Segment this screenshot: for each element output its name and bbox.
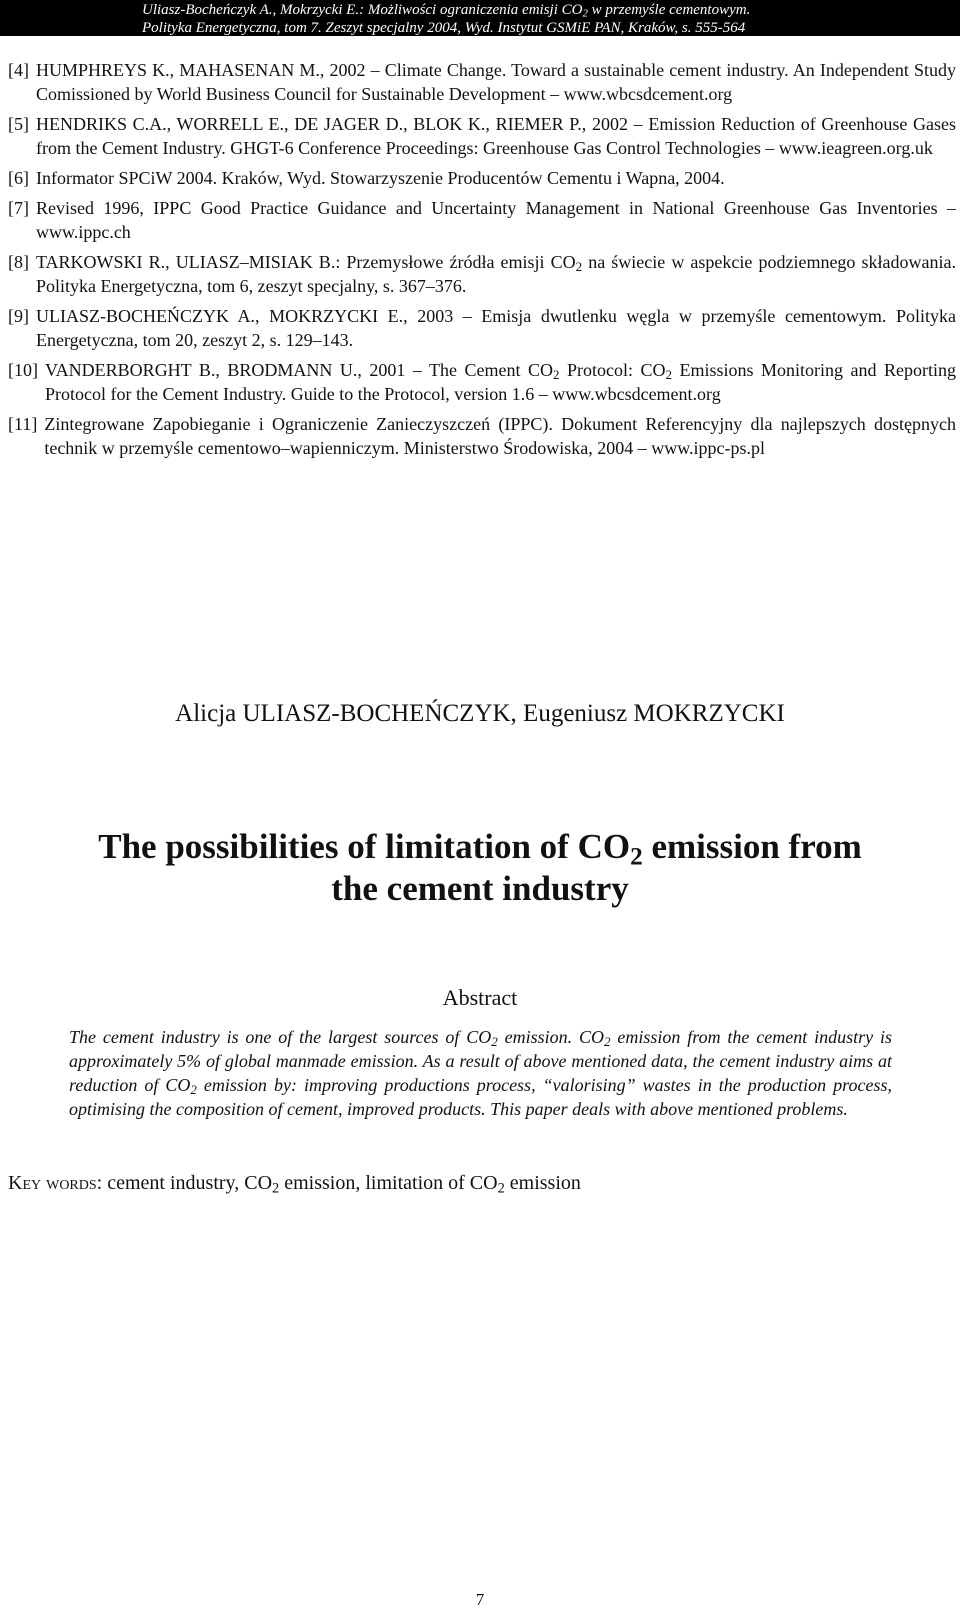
keywords-label: Key words: [8, 1172, 97, 1194]
reference-number: [8]: [8, 252, 29, 272]
reference-item: [8, 304, 956, 352]
abstract-body: The cement industry is one of the largest sources of $CO_2$ emission. $CO_2$ emission from the cement industry is approximately 5% of global manmade emission. As a result of above mentioned data, the cement industry aims at reduction of $CO_2$ emission by: improving productions process, “valorising” wastes in the production process, optimising the composition of cement, improved products. This paper deals with above mentioned problems.: [69, 1027, 892, 1119]
reference-text: HUMPHREYS K., MAHASENAN M., 2002 – Climate Change. Toward a sustainable cement industry. An Independent Study Comissioned by World Business Council for Sustainable Development – www.wbcsdcement.org: [36, 60, 956, 104]
reference-item: [8, 250, 956, 298]
abstract-heading: Abstract: [442, 985, 518, 1010]
reference-number: [10]: [8, 360, 38, 380]
page-number: 7: [475, 1590, 485, 1609]
paper-authors: Alicja ULIASZ-BOCHEŃCZYK, Eugeniusz MOKRZYCKI: [175, 700, 785, 727]
reference-item: [8, 358, 956, 406]
paper-title: [0, 826, 960, 910]
keywords-list: cement industry, $CO_2$ emission, limitation of $CO_2$ emission: [107, 1172, 581, 1197]
running-header-line-1: Uliasz-Bocheńczyk A., Mokrzycki E.: Możliwości ograniczenia emisji $CO_2$ w przemyśle cementowym.: [142, 2, 751, 20]
reference-item: [8, 112, 956, 160]
keywords: Key words: cement industry, $CO_2$ emission, limitation of $CO_2$ emission: [8, 1172, 581, 1197]
running-header-line-2: Polityka Energetyczna, tom 7. Zeszyt specjalny 2004, Wyd. Instytut GSMiE PAN, Kraków, s. 555-564: [142, 20, 746, 36]
reference-list: [8, 58, 956, 466]
reference-text: TARKOWSKI R., ULIASZ–MISIAK B.: Przemysłowe źródła emisji $CO_2$ na świecie w aspekcie podziemnego składowania. Polityka Energetyczna, tom 6, zeszyt specjalny, s. 367–376.: [36, 252, 956, 296]
reference-item: [8, 412, 956, 460]
reference-text: Informator SPCiW 2004. Kraków, Wyd. Stowarzyszenie Producentów Cementu i Wapna, 2004.: [36, 168, 725, 188]
paper-title-line-1: The possibilities of limitation of $CO_2$ emission from: [98, 827, 862, 871]
reference-text: VANDERBORGHT B., BRODMANN U., 2001 – The Cement $CO_2$ Protocol: $CO_2$ Emissions Monitoring and Reporting Protocol for the Cement Industry. Guide to the Protocol, version 1.6 – www.wbcsdcement.org: [45, 360, 956, 404]
reference-number: [6]: [8, 168, 29, 188]
reference-text: Revised 1996, IPPC Good Practice Guidance and Uncertainty Management in National Greenhouse Gas Inventories – www.ippc.ch: [36, 198, 956, 242]
reference-number: [4]: [8, 60, 29, 80]
reference-text: HENDRIKS C.A., WORRELL E., DE JAGER D., BLOK K., RIEMER P., 2002 – Emission Reduction of Greenhouse Gases from the Cement Industry. GHGT-6 Conference Proceedings: Greenhouse Gas Control Technologies – www.ieagreen.org.uk: [36, 114, 956, 158]
reference-number: [7]: [8, 198, 29, 218]
paper-title-line-2: the cement industry: [331, 869, 629, 908]
reference-text: ULIASZ-BOCHEŃCZYK A., MOKRZYCKI E., 2003 – Emisja dwutlenku węgla w przemyśle cementowym. Polityka Energetyczna, tom 20, zeszyt 2, s. 129–143.: [36, 306, 956, 350]
reference-item: [8, 58, 956, 106]
running-header: [0, 0, 960, 36]
reference-item: [8, 196, 956, 244]
reference-number: [5]: [8, 114, 29, 134]
reference-number: [11]: [8, 414, 38, 434]
reference-number: [9]: [8, 306, 29, 326]
reference-text: Zintegrowane Zapobieganie i Ograniczenie Zanieczyszczeń (IPPC). Dokument Referencyjny dla najlepszych dostępnych technik w przemyśle cementowo–wapienniczym. Ministerstwo Środowiska, 2004 – www.ippc-ps.pl: [44, 414, 956, 458]
reference-item: [8, 166, 956, 190]
